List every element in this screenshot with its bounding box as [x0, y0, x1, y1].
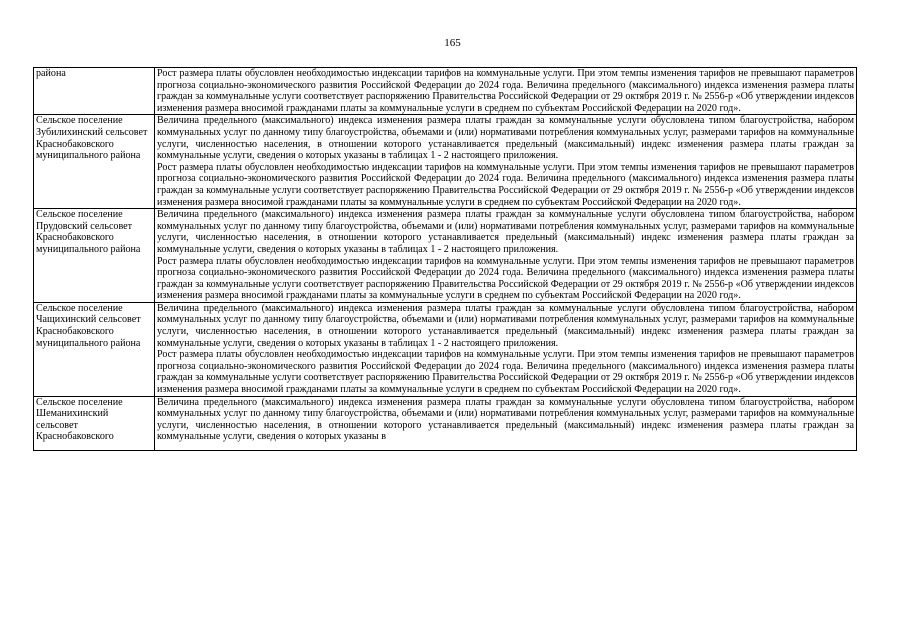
paragraph-index-factors: Величина предельного (максимального) индекса изменения размера платы граждан за коммунальные услуги обусловлена типом благоустройства, набором коммунальных услуг по данному типу благоустройства, объемами и (или) нормативами потребления коммунальных услуг, размерами тарифов на коммунальные услуги, численностью населения, в отношении которого устанавливается предельный (максимальный) индекс изменения размера платы граждан за коммунальные услуги, сведения о которых указаны в таблицах 1 - 2 настоящего приложения.	[157, 115, 854, 162]
table-row	[34, 68, 857, 115]
paragraph-index-factors: Величина предельного (максимального) индекса изменения размера платы граждан за коммунальные услуги обусловлена типом благоустройства, набором коммунальных услуг по данному типу благоустройства, объемами и (или) нормативами потребления коммунальных услуг, размерами тарифов на коммунальные услуги, численностью населения, в отношении которого устанавливается предельный (максимальный) индекс изменения размера платы граждан за коммунальные услуги, сведения о которых указаны в таблицах 1 - 2 настоящего приложения.	[157, 209, 854, 255]
paragraph-growth-reason: Рост размера платы обусловлен необходимостью индексации тарифов на коммунальные услуги. При этом темпы изменения тарифов не превышают параметров прогноза социально-экономического развития Российской Федерации до 2024 года. Величина предельного (максимального) индекса изменения размера платы граждан за коммунальные услуги соответствует распоряжению Правительства Российской Федерации от 29 октября 2019 г. № 2556-р «Об утверждении индексов изменения размера вносимой гражданами платы за коммунальные услуги в среднем по субъектам Российской Федерации на 2020 год».	[157, 68, 854, 114]
settlement-name: Сельское поселение Прудовский сельсовет Краснобаковского муниципального района	[34, 209, 155, 303]
justification-text	[155, 396, 857, 450]
paragraph-growth-reason: Рост размера платы обусловлен необходимостью индексации тарифов на коммунальные услуги. При этом темпы изменения тарифов не превышают параметров прогноза социально-экономического развития Российской Федерации до 2024 года. Величина предельного (максимального) индекса изменения размера платы граждан за коммунальные услуги соответствует распоряжению Правительства Российской Федерации от 29 октября 2019 г. № 2556-р «Об утверждении индексов изменения размера вносимой гражданами платы за коммунальные услуги в среднем по субъектам Российской Федерации на 2020 год».	[157, 349, 854, 396]
settlement-name: района	[34, 68, 155, 115]
paragraph-index-factors: Величина предельного (максимального) индекса изменения размера платы граждан за коммунальные услуги обусловлена типом благоустройства, набором коммунальных услуг по данному типу благоустройства, объемами и (или) нормативами потребления коммунальных услуг, размерами тарифов на коммунальные услуги, численностью населения, в отношении которого устанавливается предельный (максимальный) индекс изменения размера платы граждан за коммунальные услуги, сведения о которых указаны в таблицах 1 - 2 настоящего приложения.	[157, 302, 854, 349]
paragraph-growth-reason: Рост размера платы обусловлен необходимостью индексации тарифов на коммунальные услуги. При этом темпы изменения тарифов не превышают параметров прогноза социально-экономического развития Российской Федерации до 2024 года. Величина предельного (максимального) индекса изменения размера платы граждан за коммунальные услуги соответствует распоряжению Правительства Российской Федерации от 29 октября 2019 г. № 2556-р «Об утверждении индексов изменения размера вносимой гражданами платы за коммунальные услуги в среднем по субъектам Российской Федерации на 2020 год».	[157, 255, 854, 302]
page-number: 165	[444, 37, 461, 49]
justification-text	[155, 209, 857, 303]
justification-text	[155, 115, 857, 209]
table-row	[34, 302, 857, 396]
paragraph-growth-reason: Рост размера платы обусловлен необходимостью индексации тарифов на коммунальные услуги. При этом темпы изменения тарифов не превышают параметров прогноза социально-экономического развития Российской Федерации до 2024 года. Величина предельного (максимального) индекса изменения размера платы граждан за коммунальные услуги соответствует распоряжению Правительства Российской Федерации от 29 октября 2019 г. № 2556-р «Об утверждении индексов изменения размера вносимой гражданами платы за коммунальные услуги в среднем по субъектам Российской Федерации на 2020 год».	[157, 161, 854, 208]
justification-text	[155, 68, 857, 115]
table-row	[34, 396, 857, 450]
justification-text	[155, 302, 857, 396]
settlement-name	[34, 396, 155, 450]
paragraph-index-factors: Величина предельного (максимального) индекса изменения размера платы граждан за коммунальные услуги обусловлена типом благоустройства, набором коммунальных услуг по данному типу благоустройства, объемами и (или) нормативами потребления коммунальных услуг, размерами тарифов на коммунальные услуги, численностью населения, в отношении которого устанавливается предельный (максимальный) индекс изменения размера платы граждан за коммунальные услуги, сведения о которых указаны в	[157, 396, 854, 443]
settlement-name: Сельское поселение Чащихинский сельсовет Краснобаковского муниципального района	[34, 302, 155, 396]
table-row	[34, 209, 857, 303]
settlement-name-text: Сельское поселение Шеманихинский сельсовет Краснобаковского	[36, 396, 123, 443]
index-justification-table	[33, 67, 857, 451]
table-row	[34, 115, 857, 209]
settlement-name: Сельское поселение Зубилихинский сельсовет Краснобаковского муниципального района	[34, 115, 155, 209]
